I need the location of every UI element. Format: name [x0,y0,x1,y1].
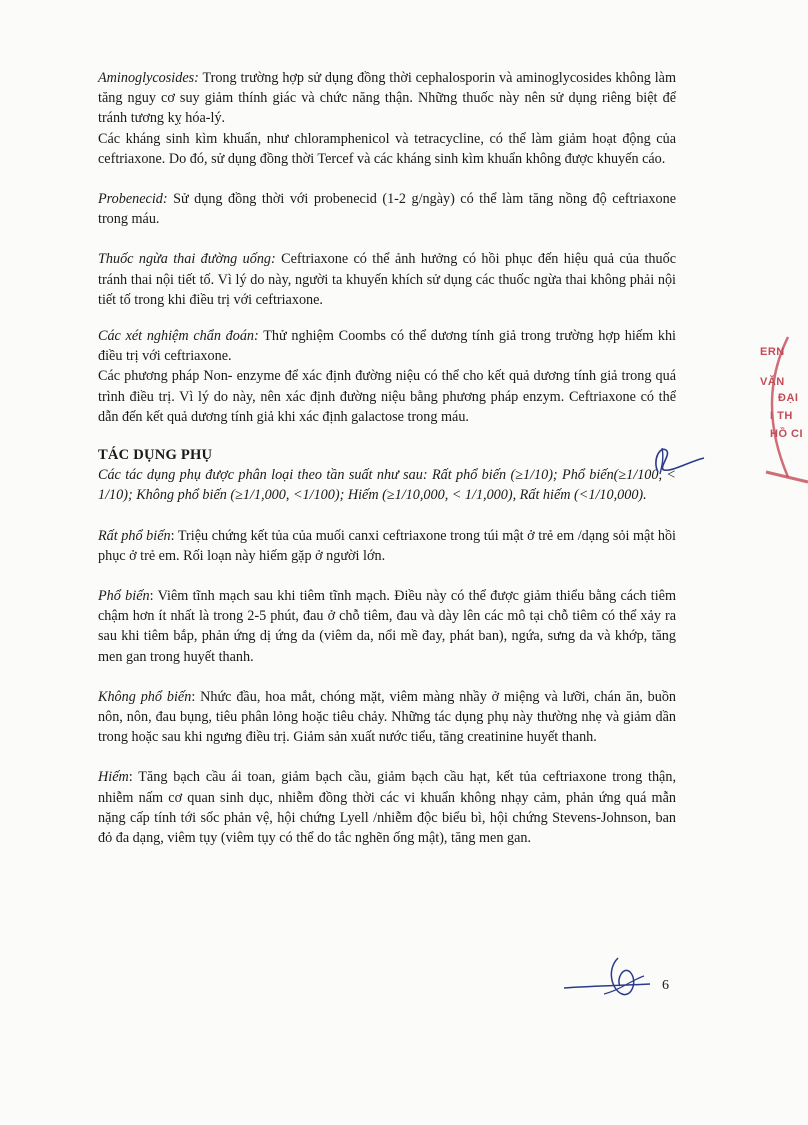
label-diagnostic: Các xét nghiệm chẩn đoán: [98,328,259,345]
red-stamp: ERN VĂN ĐẠI I TH HỒ CI [748,332,808,482]
label-probenecid: Probenecid: [98,191,168,208]
paragraph-diagnostic: Các xét nghiệm chẩn đoán: Thử nghiệm Coombs có thể dương tính giả trong trường hợp hiếm khi điều trị với ceftriaxone. [98,328,676,365]
label-common: Phổ biến [98,588,150,605]
paragraph-aminoglycosides: Aminoglycosides: Trong trường hợp sử dụng đồng thời cephalosporin và aminoglycosides không làm tăng nguy cơ suy giảm thính giác và chức năng thận. Những thuốc này nên sử dụng riêng biệt để tránh tương kỵ hóa-lý. [98,70,676,127]
label-aminoglycosides: Aminoglycosides: [98,70,199,86]
page-signature-icon [560,950,660,1010]
signature-mark-icon [648,440,708,480]
paragraph-contraceptive: Thuốc ngừa thai đường uống: Ceftriaxone có thể ảnh hưởng có hồi phục đến hiệu quả của thuốc tránh thai nội tiết tố. Vì lý do này, người ta khuyến khích sử dụng các thuốc ngừa thai không phải nội tiết tố trong khi điều trị với ceftriaxone. [98,251,677,308]
document-page [98,68,676,848]
paragraph-classification: Các tác dụng phụ được phân loại theo tần suất như sau: Rất phổ biến (≥1/10); Phổ biến(≥1/100, < 1/10); Không phổ biến (≥1/1,000, <1/100); Hiếm (≥1/10,000, < 1/1,000), Rất hiếm (<1/10,000). [98,467,676,504]
paragraph-rare: Hiếm: Tăng bạch cầu ái toan, giảm bạch cầu, giảm bạch cầu hạt, kết tủa ceftriaxone trong thận, nhiễm nấm cơ quan sinh dục, nhiễm đồng thời các vi khuẩn không nhạy cảm, phản ứng quá mẫn nặng cấp tính tới sốc phản vệ, hội chứng Lyell /nhiễm độc biểu bì, hội chứng Stevens-Johnson, ban đỏ đa dạng, viêm tụy (viêm tụy có thể do tắc nghẽn ống mật), tăng men gan. [98,769,676,847]
section-heading-side-effects: TÁC DỤNG PHỤ [98,447,213,464]
paragraph-uncommon: Không phổ biến: Nhức đầu, hoa mắt, chóng mặt, viêm màng nhầy ở miệng và lưỡi, chán ăn, buồn nôn, nôn, đau bụng, tiêu phân lỏng hoặc tiêu chảy. Những tác dụng phụ này thường nhẹ và giảm dần trong hoặc sau khi ngưng điều trị. Giảm sản xuất nước tiểu, tăng creatinine huyết thanh. [98,688,677,746]
page-number: 6 [662,978,669,993]
paragraph-common: Phổ biến: Viêm tĩnh mạch sau khi tiêm tĩnh mạch. Điều này có thể được giảm thiểu bằng cách tiêm chậm hơn ít nhất là trong 2-5 phút, đau ở chỗ tiêm, đau và dày lên các mô tại chỗ tiêm có thể xảy ra sau khi tiêm bắp, phản ứng dị ứng da (viêm da, nổi mề đay, phát ban), ngứa, sưng da và khớp, tăng men gan trong huyết thanh. [98,588,676,665]
paragraph-non-enzyme: Các phương pháp Non- enzyme để xác định đường niệu có thể cho kết quả dương tính giả trong quá trình điều trị. Vì lý do này, nên xác định đường niệu bằng phương pháp enzym. Ceftriaxone có thể dẫn đến kết quả dương tính giả khi xác định galactose trong máu. [98,368,676,425]
paragraph-very-common: Rất phổ biến: Triệu chứng kết tủa của muối canxi ceftriaxone trong túi mật ở trẻ em /dạng sỏi mật hồi phục ở trẻ em. Rối loạn này hiếm gặp ở người lớn. [98,527,676,564]
label-rare: Hiếm [98,769,129,786]
paragraph-probenecid: Probenecid: Sử dụng đồng thời với probenecid (1-2 g/ngày) có thể làm tăng nồng độ ceftriaxone trong máu. [98,191,676,228]
label-very-common: Rất phổ biến [98,527,171,544]
label-contraceptive: Thuốc ngừa thai đường uống: [98,251,276,268]
label-uncommon: Không phổ biến [98,688,192,705]
paragraph-bacteriostatic: Các kháng sinh kìm khuẩn, như chloramphenicol và tetracycline, có thể làm giảm hoạt động của ceftriaxone. Do đó, sử dụng đồng thời Tercef và các kháng sinh kìm khuẩn không được khuyến cáo. [98,130,676,167]
